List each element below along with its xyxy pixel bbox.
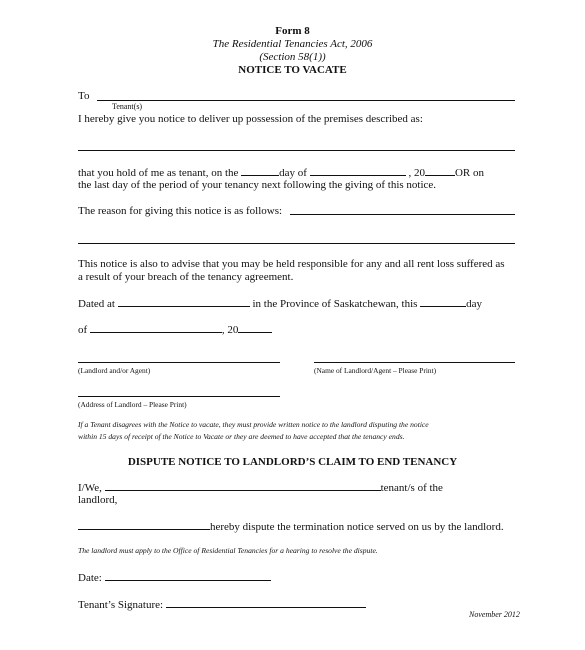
- iwe-line: [78, 481, 443, 495]
- landlord-address-caption: (Address of Landlord – Please Print): [78, 400, 187, 409]
- iwe-label: I/We,: [78, 482, 102, 494]
- dispute-date-field[interactable]: [105, 571, 271, 581]
- hold-text-1: that you hold of me as tenant, on the: [78, 167, 239, 179]
- landlord-name-field[interactable]: [314, 362, 515, 363]
- premises-intro: I hereby give you notice to deliver up possession of the premises described as:: [78, 113, 423, 125]
- year-label: , 20: [221, 324, 239, 336]
- date-label: Date:: [78, 572, 102, 584]
- form-title: NOTICE TO VACATE: [238, 64, 347, 76]
- revision-date: November 2012: [469, 610, 520, 619]
- of-line: [78, 323, 272, 337]
- tenancy-date-line: [78, 166, 484, 180]
- hold-text-2: day of: [279, 167, 307, 179]
- act-name: The Residential Tenancies Act, 2006: [212, 38, 373, 50]
- disagree-note-1: If a Tenant disagrees with the Notice to vacate, they must provide written notice to the landlord disputing the notice: [78, 420, 429, 429]
- form-number: Form 8: [275, 25, 310, 37]
- day-field[interactable]: [241, 166, 279, 176]
- liability-text-1: This notice is also to advise that you may be held responsible for any and all rent loss suffered as: [78, 258, 505, 270]
- dispute-landlord-field[interactable]: [78, 520, 210, 530]
- tenant-signature-label: Tenant’s Signature:: [78, 599, 164, 611]
- period-end-text: the last day of the period of your tenancy next following the giving of this notice.: [78, 179, 437, 191]
- landlord-text: landlord,: [78, 494, 118, 506]
- dated-year-field[interactable]: [238, 323, 272, 333]
- hereby-text: hereby dispute the termination notice served on us by the landlord.: [210, 521, 504, 533]
- tenant-caption: Tenant(s): [112, 102, 143, 111]
- premises-description-field[interactable]: [78, 150, 515, 151]
- reason-field-line-2[interactable]: [78, 243, 515, 244]
- hereby-line: [78, 520, 504, 534]
- tenant-signature-field[interactable]: [166, 598, 366, 608]
- to-label: To: [78, 90, 90, 102]
- year-field[interactable]: [425, 166, 455, 176]
- hold-text-3: , 20: [408, 167, 425, 179]
- section-reference: (Section 58(1)): [259, 51, 326, 63]
- disagree-note-2: within 15 days of receipt of the Notice to Vacate or they are deemed to have accepted that the tenancy ends.: [78, 432, 405, 441]
- province-text: in the Province of Saskatchewan, this: [252, 298, 418, 310]
- dated-line: [78, 297, 482, 311]
- day-label: day: [466, 298, 483, 310]
- dispute-heading: DISPUTE NOTICE TO LANDLORD’S CLAIM TO END TENANCY: [127, 456, 458, 468]
- tenants-of-text: tenant/s of the: [380, 482, 443, 494]
- date-line: [78, 571, 271, 585]
- landlord-signature-caption: (Landlord and/or Agent): [78, 366, 151, 375]
- dated-place-field[interactable]: [118, 297, 250, 307]
- liability-text-2: a result of your breach of the tenancy agreement.: [78, 271, 294, 283]
- reason-field[interactable]: [290, 214, 515, 215]
- landlord-name-caption: (Name of Landlord/Agent – Please Print): [314, 366, 437, 375]
- tenant-name-field[interactable]: [97, 100, 515, 101]
- dated-month-field[interactable]: [90, 323, 222, 333]
- landlord-signature-field[interactable]: [78, 362, 280, 363]
- reason-label: The reason for giving this notice is as follows:: [78, 205, 283, 217]
- tenant-names-field[interactable]: [105, 481, 381, 491]
- hold-text-4: OR on: [454, 167, 484, 179]
- of-label: of: [78, 324, 88, 336]
- signature-line: [78, 598, 366, 612]
- month-field[interactable]: [310, 166, 406, 176]
- apply-note: The landlord must apply to the Office of Residential Tenancies for a hearing to resolve the dispute.: [78, 546, 378, 555]
- landlord-address-field[interactable]: [78, 396, 280, 397]
- dated-day-field[interactable]: [420, 297, 466, 307]
- dated-at-label: Dated at: [78, 298, 115, 310]
